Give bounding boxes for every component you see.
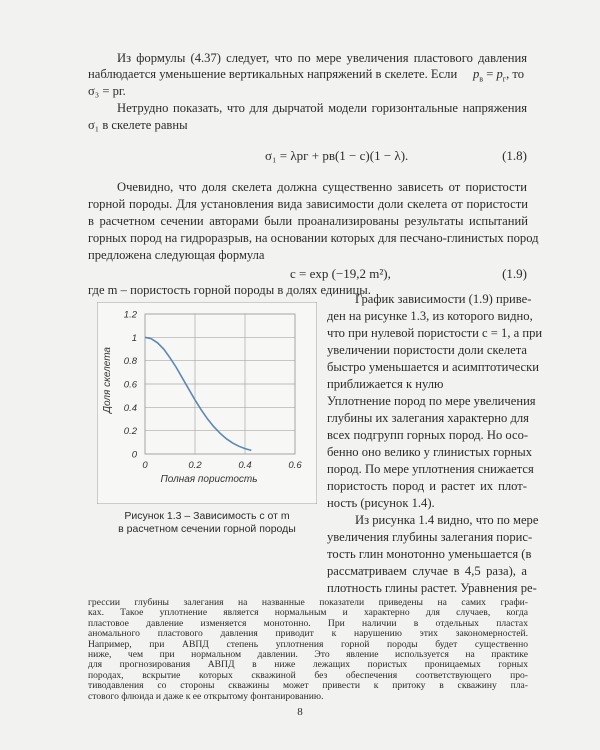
pg-subscript: г	[502, 74, 507, 84]
paragraph-1-line-2-end: , то	[506, 67, 525, 81]
bottom-line-6: ниже, чем при нормальном давлении. Это явление используется на практике	[88, 649, 528, 660]
paragraph-1-inline-formula	[473, 67, 524, 87]
right-col-line-12: пористость пород и растет их плот-	[327, 479, 527, 493]
right-col-line-5: быстро уменьшается и асимптотически	[327, 360, 540, 374]
figure-1-3	[97, 302, 317, 504]
equation-1-8: σ₁ = λpг + pв(1 − c)(1 − λ).	[265, 148, 409, 163]
right-col-line-11: пород. По мере уплотнения снижается	[327, 462, 534, 476]
bottom-line-5: Например, при АВПД степень уплотнения горной породы будет существенно	[88, 638, 528, 650]
paragraph-3-line-4: горных пород на гидроразрыв, на основании которых для песчано-глинистых пород	[88, 231, 539, 245]
paragraph-2-line-2: σ₁ в скелете равны	[88, 118, 188, 132]
right-col-line-18: плотность глины растет. Уравнения ре-	[327, 581, 537, 595]
equation-1-9: c = exp (−19,2 m²),	[290, 266, 391, 281]
bottom-line-9: тиводавления со стороны скважины может привести к притоку в скважину пла-	[88, 680, 528, 692]
right-col-line-10: бенно оно велико у глинистых горных	[327, 445, 533, 459]
pv-subscript: в	[479, 74, 484, 84]
y-tick-label-1: 0.2	[123, 426, 137, 438]
paragraph-3-line-1: Очевидно, что доля скелета должна существенно зависеть от пористости	[117, 180, 527, 194]
right-col-line-17: рассматриваем случае в 4,5 раза), а	[327, 564, 527, 578]
equation-1-9-number: (1.9)	[502, 266, 527, 281]
bottom-line-8: породах, вскрытие которых скважиной без обеспечения соответствующего про-	[88, 669, 528, 681]
right-col-line-13: ность (рисунок 1.4).	[327, 496, 435, 510]
chart-y-axis-label: Доля скелета	[102, 347, 113, 413]
x-tick-label-2: 0.4	[238, 460, 252, 471]
y-tick-label-0: 0	[131, 449, 137, 461]
right-col-line-3: что при нулевой пористости c = 1, а при	[327, 326, 543, 340]
right-col-line-16: тость глин монотонно уменьшается (в	[327, 547, 532, 561]
chart-x-axis-label: Полная пористость	[160, 474, 258, 485]
figure-caption-line-2: в расчетном сечении горной породы	[118, 523, 296, 535]
right-col-line-2: ден на рисунке 1.3, из которого видно,	[327, 309, 533, 323]
pv-symbol: p	[473, 67, 480, 81]
bottom-line-2: ках. Такое уплотнение является нормальным и характерно для случаев, когда	[88, 607, 528, 619]
right-col-line-6: приближается к нулю	[327, 377, 444, 391]
bottom-line-7: для прогнозирования АВПД в ниже лежащих пористых проницаемых горных	[88, 659, 528, 671]
paragraph-3-line-2: горной породы. Для установления вида зависимости доли скелета от пористости	[88, 197, 528, 211]
bottom-line-10: стового флюида и даже к ее открытому фонтанированию.	[88, 690, 324, 702]
right-col-line-14: Из рисунка 1.4 видно, что по мере	[355, 513, 539, 527]
bottom-line-3: пластовое давление изменяется монотонно. При наличии в отдельных пластах	[88, 617, 528, 629]
right-col-line-4: увеличении пористости доли скелета	[327, 343, 527, 357]
where-line: где m – пористость горной породы в долях единицы.	[88, 283, 371, 297]
equals-sign: =	[486, 67, 494, 81]
pg-symbol: p	[496, 67, 503, 81]
paragraph-3-line-3: в расчетном сечении авторами были проанализированы результаты испытаний	[88, 214, 528, 228]
bottom-line-1: грессии глубины залегания на названные показатели приведены на самих графи-	[88, 597, 528, 608]
right-col-line-8: глубины их залегания характерно для	[327, 411, 529, 425]
bottom-line-4: аномального пластового давления приводит к нарушению этих закономерностей.	[88, 628, 528, 640]
y-tick-label-3: 0.6	[123, 379, 137, 391]
y-tick-label-2: 0.4	[123, 402, 137, 414]
x-tick-label-3: 0.6	[288, 460, 302, 471]
x-tick-label-0: 0	[142, 460, 148, 471]
y-tick-label-6: 1.2	[123, 309, 137, 321]
figure-caption-line-1: Рисунок 1.3 – Зависимость c от m	[124, 510, 290, 522]
equation-1-8-number: (1.8)	[502, 148, 527, 163]
paragraph-2-line-1: Нетрудно показать, что для дырчатой модели горизонтальные напряжения	[117, 101, 527, 115]
page-number: 8	[297, 706, 303, 718]
right-col-line-9: всех подгрупп горных пород. Но осо-	[327, 428, 529, 442]
chart-svg	[97, 302, 317, 504]
paragraph-1-line-2	[88, 67, 528, 82]
paragraph-1-line-3: σ₃ = pг.	[88, 84, 126, 98]
paragraph-1-line-1: Из формулы (4.37) следует, что по мере увеличения пластового давления	[117, 51, 527, 65]
y-tick-label-4: 0.8	[123, 356, 137, 368]
x-tick-label-1: 0.2	[188, 460, 202, 471]
right-col-line-1: График зависимости (1.9) приве-	[355, 292, 532, 306]
paragraph-1-line-2-text: наблюдается уменьшение вертикальных напряжений в скелете. Если	[88, 67, 458, 81]
right-col-line-15: увеличения глубины залегания порис-	[327, 530, 533, 544]
y-tick-label-5: 1	[131, 332, 137, 344]
paragraph-3-line-5: предложена следующая формула	[88, 248, 265, 262]
right-col-line-7: Уплотнение пород по мере увеличения	[327, 394, 536, 408]
